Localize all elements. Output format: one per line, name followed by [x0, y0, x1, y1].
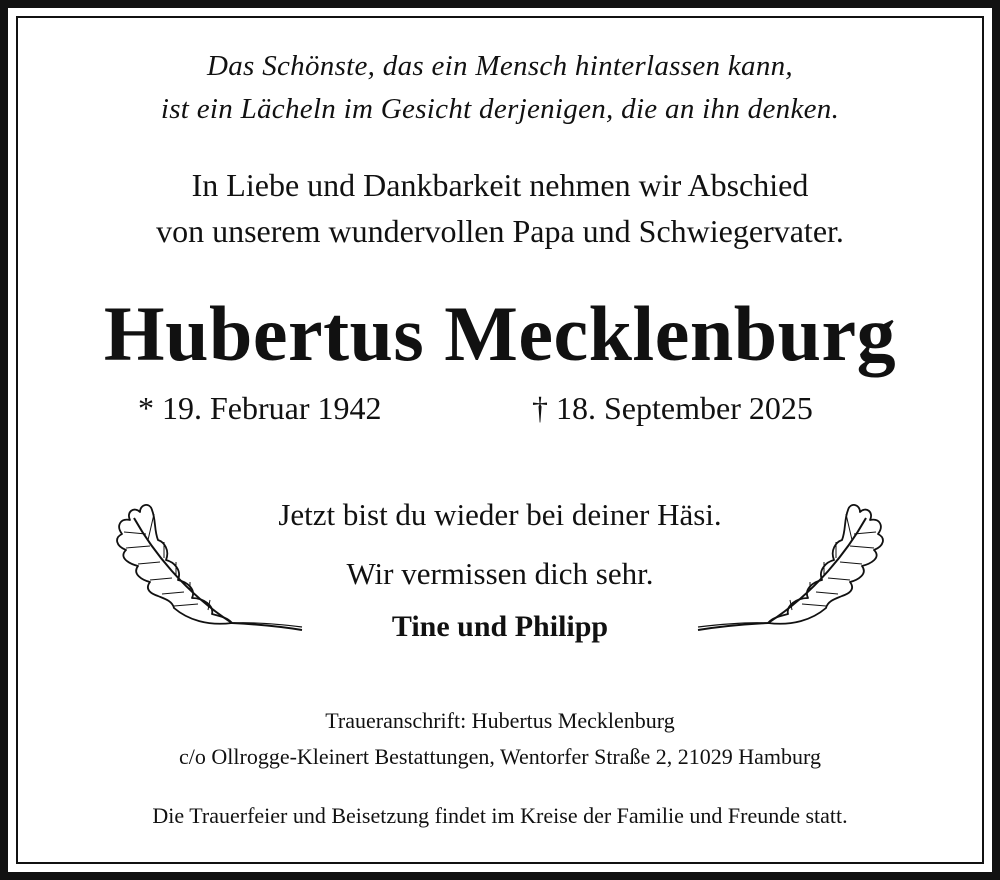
deceased-name: Hubertus Mecklenburg [103, 290, 897, 377]
ceremony-note: Die Trauerfeier und Beisetzung findet im Kreise der Familie und Freunde statt. [152, 803, 848, 828]
oak-leaf-icon [112, 500, 304, 640]
intro-line-2: von unserem wundervollen Papa und Schwiegervater. [156, 213, 844, 249]
intro-line-1: In Liebe und Dankbarkeit nehmen wir Abschied [191, 167, 809, 203]
quote-line-1: Das Schönste, das ein Mensch hinterlassen kann, [207, 50, 793, 82]
oak-leaf-icon [696, 500, 888, 640]
message-line-1: Jetzt bist du wieder bei deiner Häsi. [278, 497, 722, 532]
birth-date: * 19. Februar 1942 [138, 390, 382, 426]
message-line-2: Wir vermissen dich sehr. [346, 556, 654, 591]
signature: Tine und Philipp [391, 610, 609, 643]
inner-frame [16, 16, 984, 864]
address-line-2: c/o Ollrogge-Kleinert Bestattungen, Wentorfer Straße 2, 21029 Hamburg [179, 744, 821, 769]
quote-line-2: ist ein Lächeln im Gesicht derjenigen, die an ihn denken. [160, 93, 840, 125]
death-date: † 18. September 2025 [532, 390, 813, 426]
address-line-1: Traueranschrift: Hubertus Mecklenburg [325, 708, 675, 733]
